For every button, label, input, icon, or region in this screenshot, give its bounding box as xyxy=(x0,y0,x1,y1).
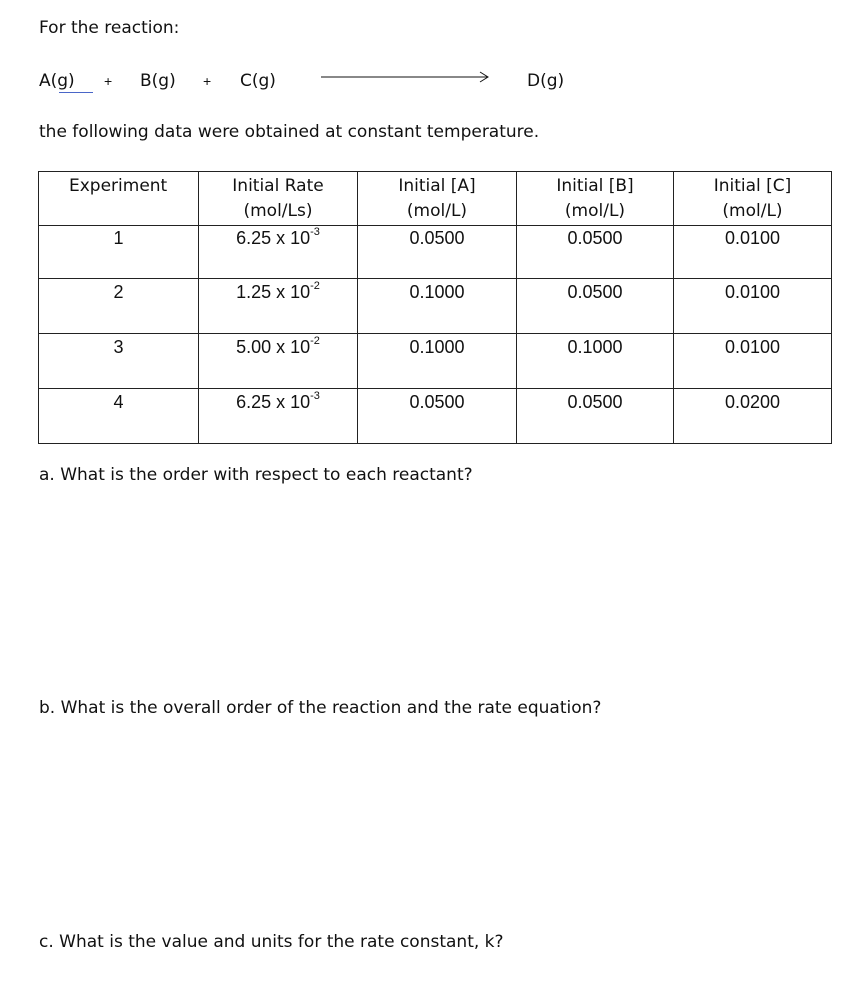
rate-data-table xyxy=(38,171,832,444)
header-experiment: Experiment xyxy=(39,172,199,226)
table-row xyxy=(39,389,832,444)
table-row xyxy=(39,279,832,334)
cell-experiment: 2 xyxy=(39,279,199,334)
cell-initial-b: 0.1000 xyxy=(517,334,674,389)
cell-initial-a: 0.0500 xyxy=(358,389,517,444)
product-d: D(g) xyxy=(527,71,565,91)
cell-initial-rate: 6.25 x $10^{-3}$ xyxy=(199,389,358,444)
header-initial-c: Initial [C] (mol/L) xyxy=(674,172,832,226)
cell-initial-c: 0.0200 xyxy=(674,389,832,444)
question-c: c. What is the value and units for the rate constant, k? xyxy=(39,932,504,952)
header-initial-a: Initial [A] (mol/L) xyxy=(358,172,517,226)
reactant-a-underline xyxy=(59,92,93,93)
cell-initial-b: 0.0500 xyxy=(517,389,674,444)
cell-experiment: 1 xyxy=(39,226,199,279)
header-initial-b: Initial [B] (mol/L) xyxy=(517,172,674,226)
reaction-arrow-icon xyxy=(321,71,491,83)
cell-experiment: 4 xyxy=(39,389,199,444)
intro-text: For the reaction: xyxy=(39,18,180,38)
cell-initial-c: 0.0100 xyxy=(674,279,832,334)
cell-initial-a: 0.0500 xyxy=(358,226,517,279)
table-row xyxy=(39,334,832,389)
cell-initial-rate: 6.25 x $10^{-3}$ xyxy=(199,226,358,279)
cell-initial-c: 0.0100 xyxy=(674,334,832,389)
plus-sign: + xyxy=(203,73,212,89)
reactant-c: C(g) xyxy=(240,71,276,91)
cell-initial-b: 0.0500 xyxy=(517,226,674,279)
cell-initial-a: 0.1000 xyxy=(358,279,517,334)
plus-sign: + xyxy=(104,73,113,89)
table-header-row xyxy=(39,172,832,226)
cell-initial-a: 0.1000 xyxy=(358,334,517,389)
question-b: b. What is the overall order of the reaction and the rate equation? xyxy=(39,698,602,718)
prelude-text: the following data were obtained at constant temperature. xyxy=(39,122,540,142)
cell-experiment: 3 xyxy=(39,334,199,389)
reactant-b: B(g) xyxy=(140,71,176,91)
reactant-a: A(g) xyxy=(39,71,75,91)
cell-initial-rate: 5.00 x $10^{-2}$ xyxy=(199,334,358,389)
cell-initial-c: 0.0100 xyxy=(674,226,832,279)
cell-initial-rate: 1.25 x $10^{-2}$ xyxy=(199,279,358,334)
cell-initial-b: 0.0500 xyxy=(517,279,674,334)
header-initial-rate: Initial Rate (mol/Ls) xyxy=(199,172,358,226)
table-row xyxy=(39,226,832,279)
question-a: a. What is the order with respect to each reactant? xyxy=(39,465,473,485)
